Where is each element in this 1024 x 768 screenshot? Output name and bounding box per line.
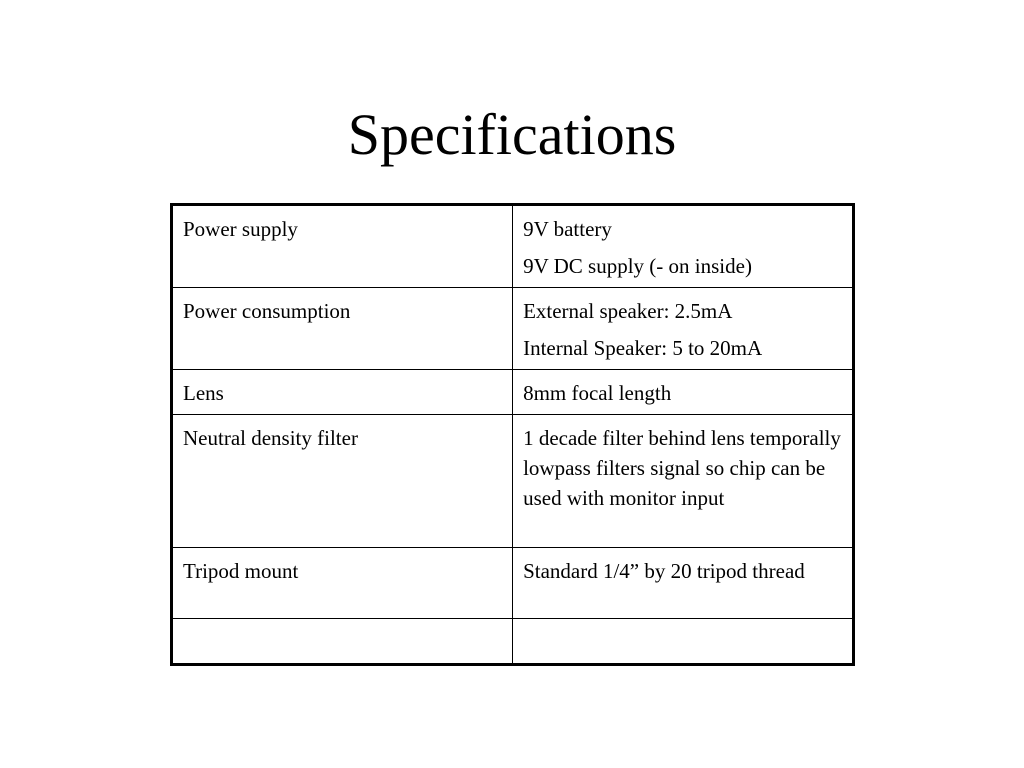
spec-value-line: Internal Speaker: 5 to 20mA — [523, 336, 763, 360]
spec-value-cell — [513, 205, 854, 288]
table-row — [172, 415, 854, 548]
spec-value-line: 1 decade filter behind lens temporally lowpass filters signal so chip can be used with monitor input — [523, 426, 841, 510]
table-row — [172, 288, 854, 370]
spec-label-cell: Neutral density filter — [172, 415, 513, 548]
slide-title: Specifications — [347, 102, 677, 167]
specifications-table — [170, 203, 855, 666]
spec-value-cell — [513, 619, 854, 665]
spec-value-cell — [513, 415, 854, 548]
spec-label-cell — [172, 619, 513, 665]
spec-label-cell: Power supply — [172, 205, 513, 288]
spec-value-cell — [513, 370, 854, 415]
spec-value-line: 9V battery — [523, 217, 612, 241]
table-row — [172, 205, 854, 288]
spec-value-cell — [513, 548, 854, 619]
spec-value-line: External speaker: 2.5mA — [523, 299, 733, 323]
spec-label-cell: Lens — [172, 370, 513, 415]
spec-value-line: 9V DC supply (- on inside) — [523, 254, 752, 278]
spec-label-cell: Power consumption — [172, 288, 513, 370]
spec-value-cell — [513, 288, 854, 370]
table-row — [172, 548, 854, 619]
spec-label-cell: Tripod mount — [172, 548, 513, 619]
table-row — [172, 370, 854, 415]
spec-value-line: Standard 1/4” by 20 tripod thread — [523, 559, 805, 583]
spec-value-line: 8mm focal length — [523, 381, 672, 405]
table-row — [172, 619, 854, 665]
